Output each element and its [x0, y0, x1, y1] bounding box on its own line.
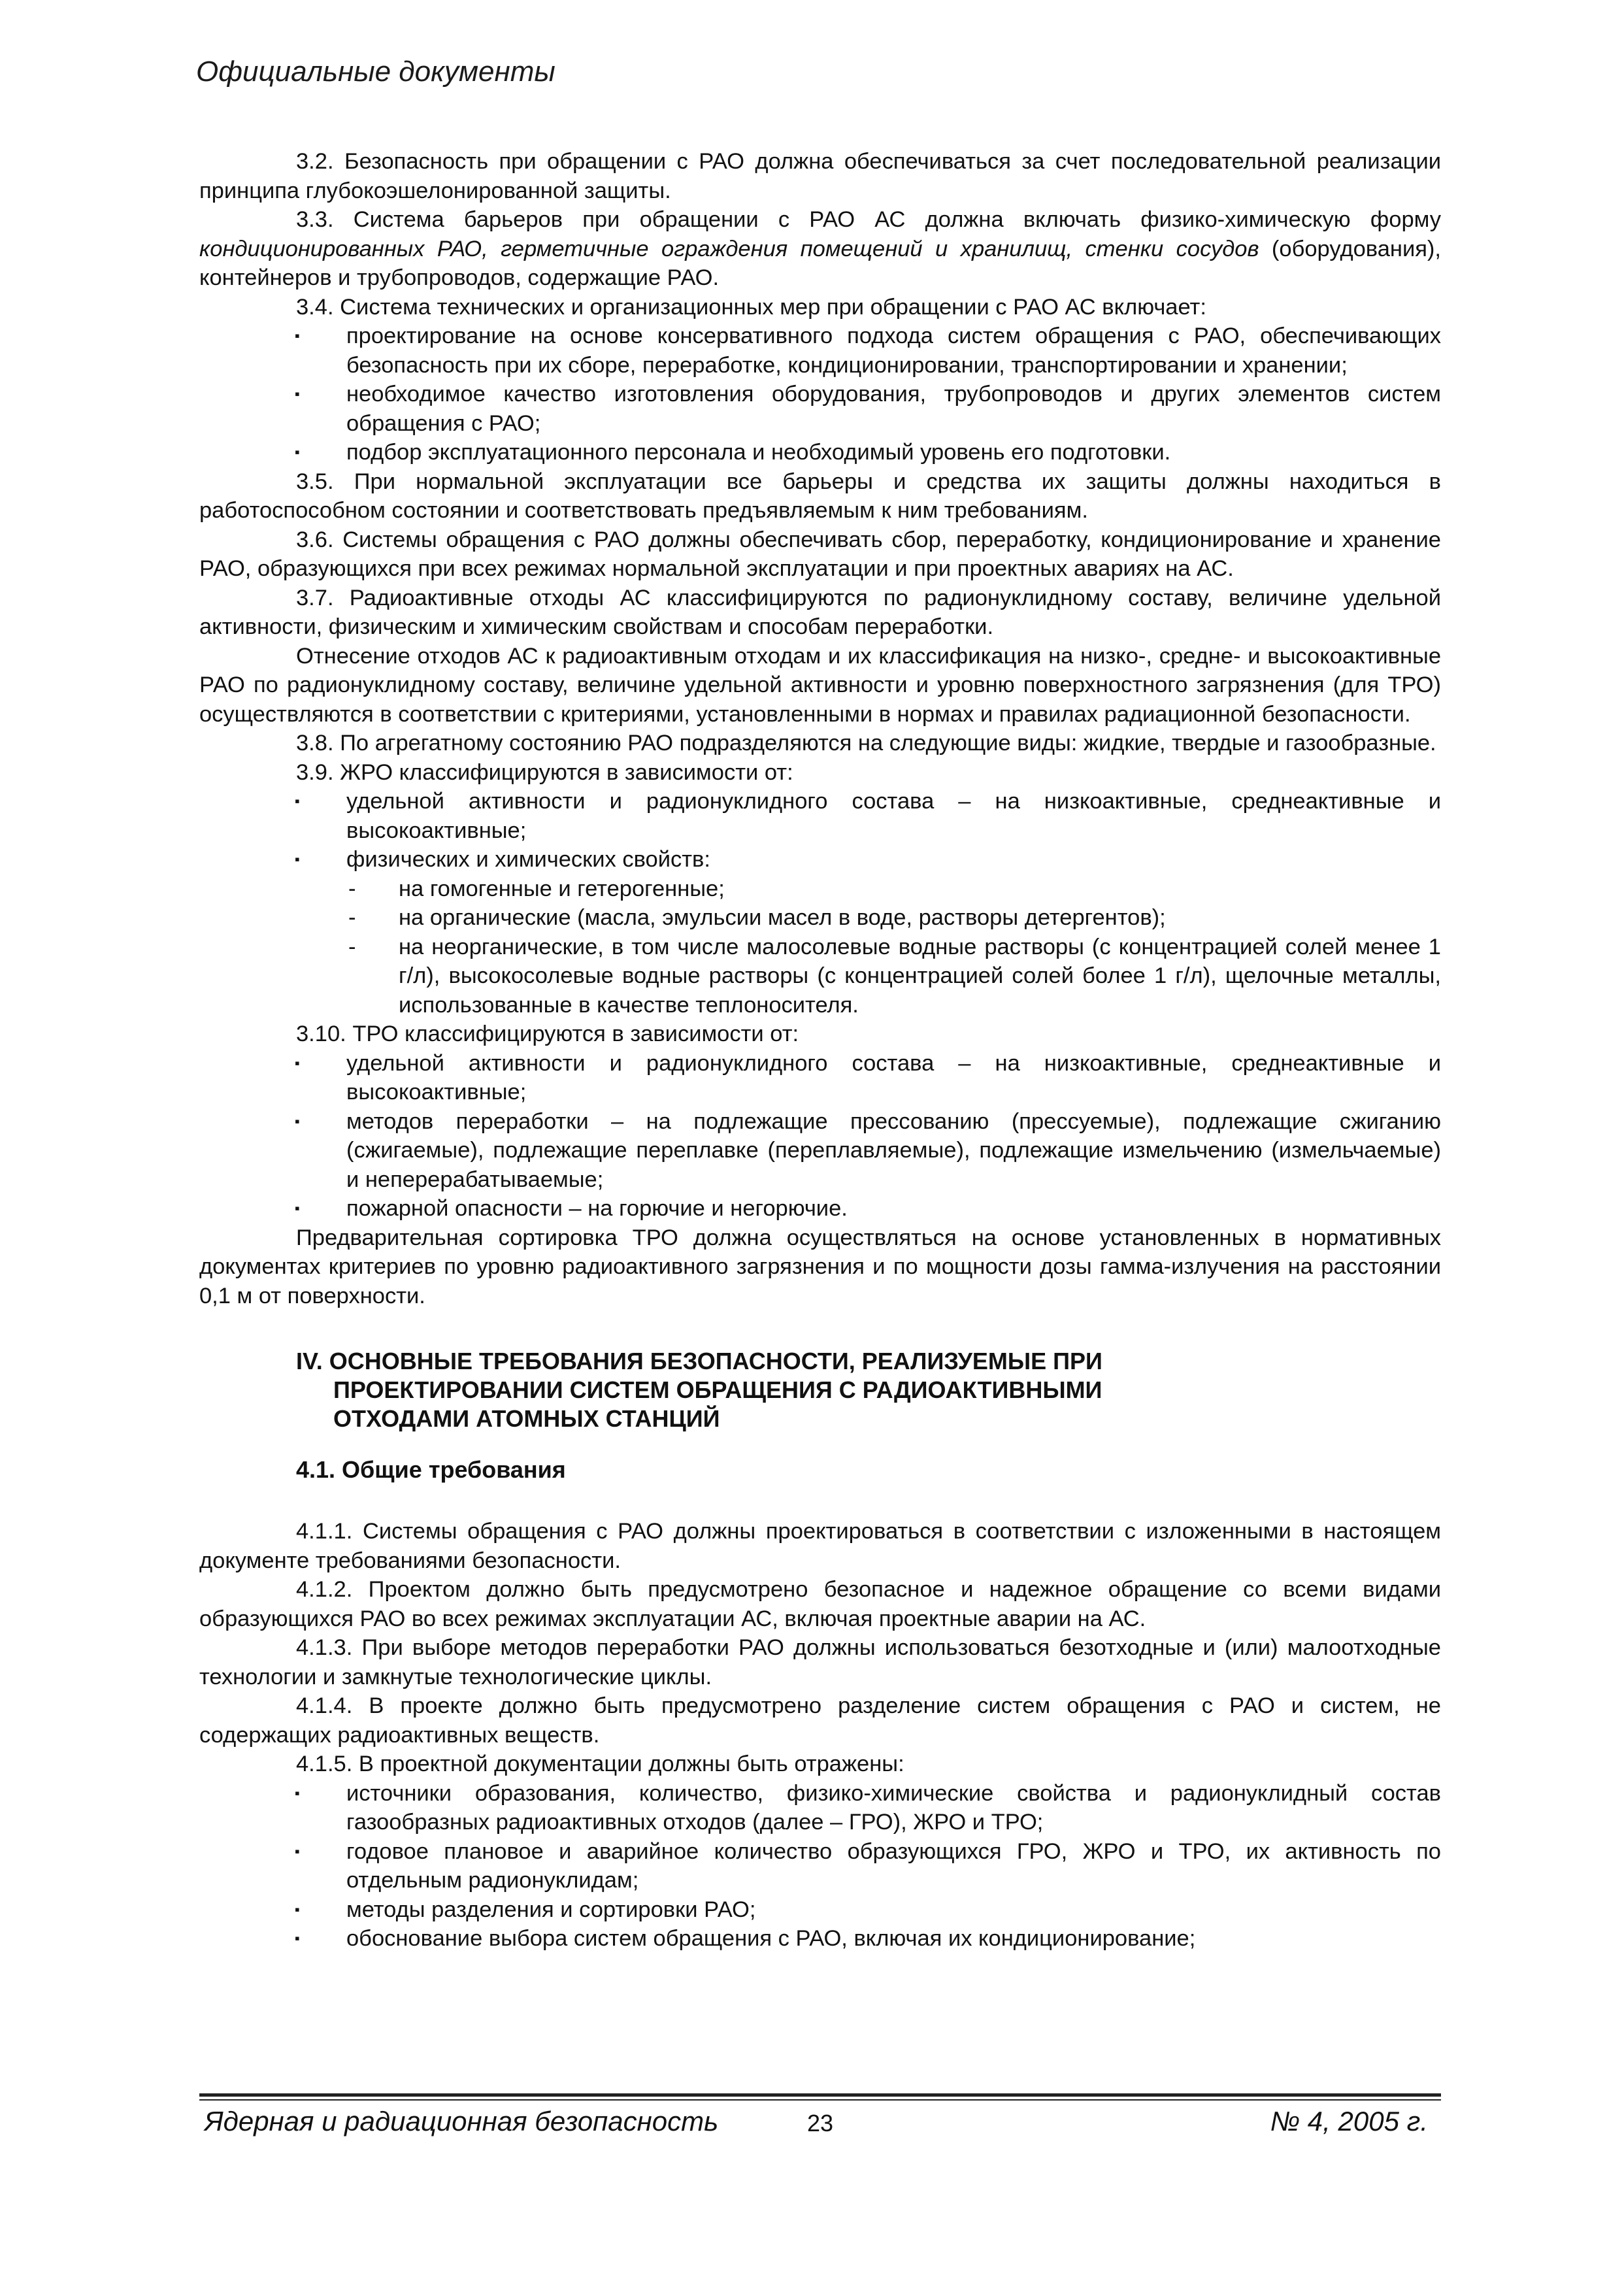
paragraph-3-10: 3.10. ТРО классифицируются в зависимости от: — [296, 1022, 799, 1046]
subsection-title: 4.1. Общие требования — [296, 1456, 566, 1483]
list-4-1-5 — [199, 1779, 1441, 1953]
paragraph-3-3-italic: кондиционированных РАО, герметичные ограждения помещений и хранилищ, стенки сосудов — [199, 236, 1259, 261]
paragraph-4-1-2: 4.1.2. Проектом должно быть предусмотрено безопасное и надежное обращение со всеми видами образующихся РАО во всех режимах эксплуатации АС, включая проектные аварии на АС. — [199, 1577, 1441, 1631]
document-body — [199, 147, 1441, 1953]
bullet-icon: ▪ — [295, 1930, 300, 1946]
bullet-icon: ▪ — [295, 1842, 300, 1859]
list-item: - на неорганические, в том числе малосолевые водные растворы (с концентрацией солей менее 1 г/л), высокосолевые водные растворы (с концентрацией солей более 1 г/л), щелочные металлы, использованные в качестве теплоносителя. — [199, 933, 1441, 1020]
list-item: - на органические (масла, эмульсии масел в воде, растворы детергентов); — [199, 903, 1441, 933]
list-3-9 — [199, 787, 1441, 874]
paragraph-4-1-4: 4.1.4. В проекте должно быть предусмотрено разделение систем обращения с РАО и систем, не содержащих радиоактивных веществ. — [199, 1693, 1441, 1748]
bullet-icon: ▪ — [295, 1784, 300, 1801]
list-item: ▪ годовое плановое и аварийное количество образующихся ГРО, ЖРО и ТРО, их активность по отдельным радионуклидам; — [199, 1837, 1441, 1895]
paragraph-3-2: 3.2. Безопасность при обращении с РАО должна обеспечиваться за счет последовательной реализации принципа глубокоэшелонированной защиты. — [199, 149, 1441, 203]
sublist-3-9 — [199, 874, 1441, 1020]
bullet-icon: ▪ — [295, 386, 300, 402]
journal-name: Ядерная и радиационная безопасность — [205, 2106, 719, 2136]
list-item: ▪ обоснование выбора систем обращения с РАО, включая их кондиционирование; — [199, 1924, 1441, 1953]
paragraph-3-5: 3.5. При нормальной эксплуатации все барьеры и средства их защиты должны находиться в работоспособном состоянии и соответствовать предъявляемым к ним требованиям. — [199, 469, 1441, 523]
running-header: Официальные документы — [196, 56, 555, 88]
paragraph-4-1-5: 4.1.5. В проектной документации должны быть отражены: — [296, 1752, 904, 1776]
paragraph-4-1-3: 4.1.3. При выборе методов переработки РАО должны использоваться безотходные и (или) малоотходные технологии и замкнутые технологические циклы. — [199, 1635, 1441, 1689]
paragraph-3-8: 3.8. По агрегатному состоянию РАО подразделяются на следующие виды: жидкие, твердые и газообразные. — [296, 731, 1436, 756]
list-item: ▪ удельной активности и радионуклидного состава – на низкоактивные, среднеактивные и высокоактивные; — [199, 1049, 1441, 1107]
paragraph-3-6: 3.6. Системы обращения с РАО должны обеспечивать сбор, переработку, кондиционирование и хранение РАО, образующихся при всех режимах нормальной эксплуатации и при проектных авариях на АС. — [199, 527, 1441, 581]
bullet-icon: ▪ — [295, 851, 300, 867]
bullet-icon: ▪ — [295, 793, 300, 809]
issue-number: № 4, 2005 г. — [1270, 2106, 1428, 2136]
page-number: 23 — [807, 2110, 834, 2136]
dash-icon: - — [348, 934, 356, 959]
list-3-4 — [199, 322, 1441, 467]
paragraph-3-3: 3.3. Система барьеров при обращении с РАО АС должна включать физико-химическую форму кондиционированных РАО, герметичные ограждения помещений и хранилищ, стенки сосудов (оборудования), контейнеров и трубопроводов, содержащие РАО. — [199, 207, 1441, 290]
bullet-icon: ▪ — [295, 1901, 300, 1918]
list-item: ▪ физических и химических свойств: — [199, 845, 1441, 874]
list-item: ▪ методов переработки – на подлежащие прессованию (прессуемые), подлежащие сжиганию (сжигаемые), подлежащие переплавке (переплавляемые), подлежащие измельчению (измельчаемые) и неперерабатываемые; — [199, 1107, 1441, 1195]
footer-rule-thin — [199, 2099, 1441, 2101]
list-item: ▪ подбор эксплуатационного персонала и необходимый уровень его подготовки. — [199, 438, 1441, 467]
list-item: ▪ необходимое качество изготовления оборудования, трубопроводов и других элементов систем обращения с РАО; — [199, 380, 1441, 438]
bullet-icon: ▪ — [295, 1112, 300, 1129]
bullet-icon: ▪ — [295, 327, 300, 344]
list-3-10 — [199, 1049, 1441, 1223]
running-footer — [199, 2106, 1441, 2145]
paragraph-4-1-1: 4.1.1. Системы обращения с РАО должны проектироваться в соответствии с изложенными в настоящем документе требованиями безопасности. — [199, 1519, 1441, 1573]
paragraph-3-7: 3.7. Радиоактивные отходы АС классифицируются по радионуклидному составу, величине удельной активности, физическим и химическим свойствам и способам переработки. — [199, 585, 1441, 639]
footer-rule — [199, 2093, 1441, 2097]
paragraph-3-9: 3.9. ЖРО классифицируются в зависимости от: — [296, 759, 793, 785]
list-item: ▪ методы разделения и сортировки РАО; — [199, 1895, 1441, 1925]
list-item: ▪ удельной активности и радионуклидного состава – на низкоактивные, среднеактивные и высокоактивные; — [199, 787, 1441, 845]
dash-icon: - — [348, 876, 356, 901]
bullet-icon: ▪ — [295, 1200, 300, 1216]
paragraph-3-10-b: Предварительная сортировка ТРО должна осуществляться на основе установленных в нормативных документах критериев по уровню радиоактивного загрязнения и по мощности дозы гамма-излучения на расстоянии 0,1 м от поверхности. — [199, 1225, 1441, 1308]
list-item: - на гомогенные и гетерогенные; — [199, 874, 1441, 904]
list-item: ▪ проектирование на основе консервативного подхода систем обращения с РАО, обеспечивающих безопасность при их сборе, переработке, кондиционировании, транспортировании и хранении; — [199, 322, 1441, 380]
dash-icon: - — [348, 905, 356, 930]
bullet-icon: ▪ — [295, 444, 300, 460]
paragraph-3-4: 3.4. Система технических и организационных мер при обращении с РАО АС включает: — [296, 294, 1206, 320]
list-item: ▪ источники образования, количество, физико-химические свойства и радионуклидный состав газообразных радиоактивных отходов (далее – ГРО), ЖРО и ТРО; — [199, 1779, 1441, 1837]
bullet-icon: ▪ — [295, 1054, 300, 1071]
paragraph-3-7-b: Отнесение отходов АС к радиоактивным отходам и их классификация на низко-, средне- и высокоактивные РАО по радионуклидному составу, величине удельной активности и уровню поверхностного загрязнения (для ТРО) осуществляются в соответствии с критериями, установленными в нормах и правилах радиационной безопасности. — [199, 643, 1441, 727]
section-title: IV. ОСНОВНЫЕ ТРЕБОВАНИЯ БЕЗОПАСНОСТИ, РЕАЛИЗУЕМЫЕ ПРИ ПРОЕКТИРОВАНИИ СИСТЕМ ОБРАЩЕНИЯ С РАДИОАКТИВНЫМИ ОТХОДАМИ АТОМНЫХ СТАНЦИЙ — [296, 1348, 1102, 1432]
list-item: ▪ пожарной опасности – на горючие и негорючие. — [199, 1194, 1441, 1223]
